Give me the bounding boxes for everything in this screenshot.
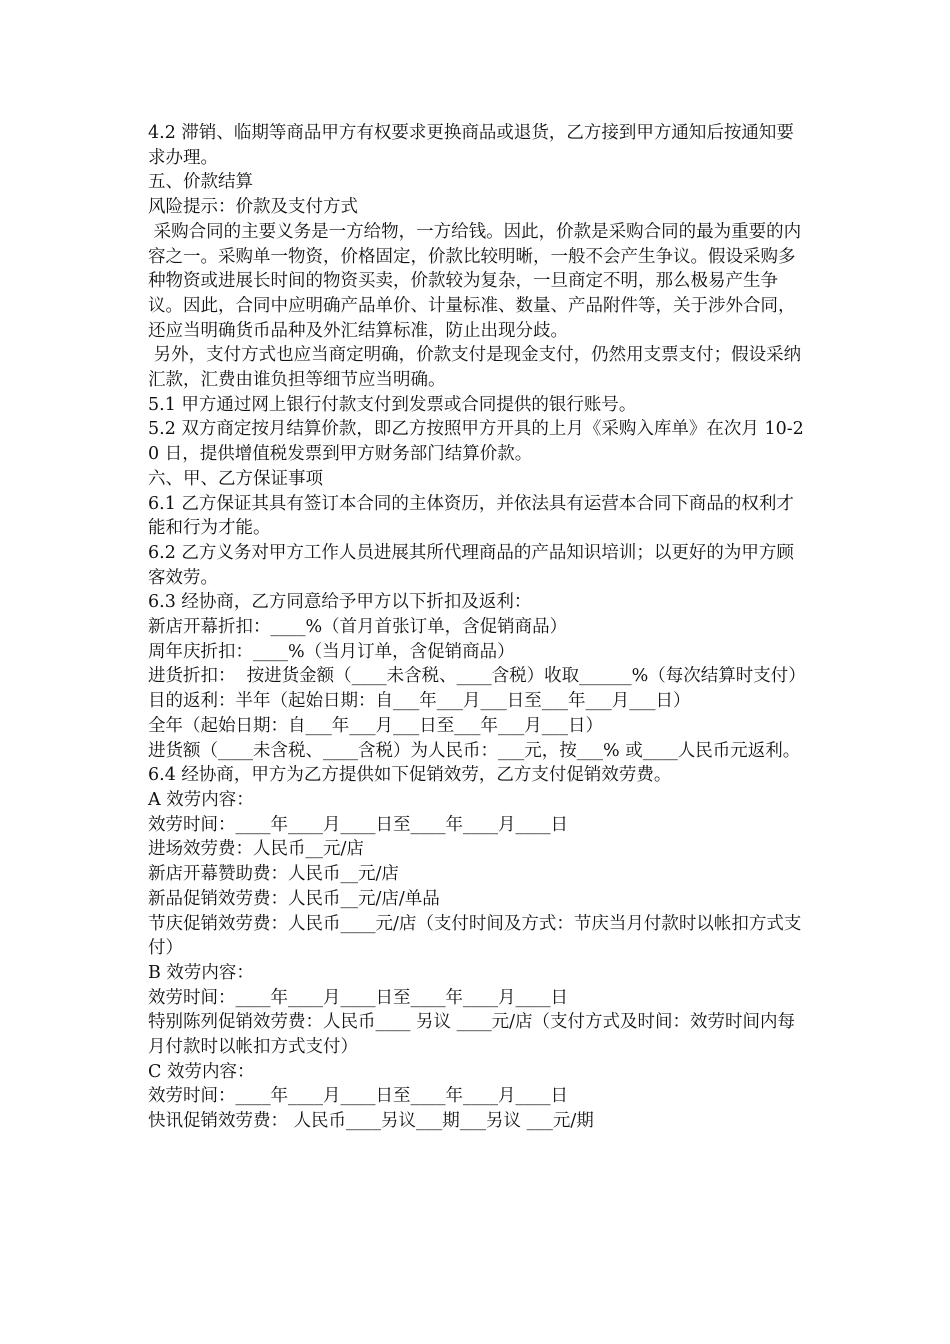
target-rebate-full-year-line: 全年（起始日期：自___年___月___日至___年___月___日） <box>148 715 603 736</box>
risk-notice-paragraph-1: 采购合同的主要义务是一方给物，一方给钱。因此，价款是采购合同的最为重要的内容之一。采购单一物资，价格固定，价款比较明晰，一般不会产生争议。假设采购多种物资或进展长时间的物资买卖，价款较为复杂，一旦商定不明，那么极易产生争议。因此，合同中应明确产品单价、计量标准、数量、产品附件等，关于涉外合同，还应当明确货币品种及外汇结算标准，防止出现分歧。 <box>148 221 802 341</box>
service-b-heading: B 效劳内容： <box>148 962 254 983</box>
section-heading-6: 六、甲、乙方保证事项 <box>148 468 323 489</box>
entry-fee-line: 进场效劳费：人民币__元/店 <box>148 839 364 860</box>
risk-notice-paragraph-2: 另外，支付方式也应当商定明确，价款支付是现金支付，仍然用支票支付；假设采纳汇款，汇费由谁负担等细节应当明确。 <box>148 345 802 391</box>
opening-sponsorship-line: 新店开幕赞助费：人民币__元/店 <box>148 864 399 885</box>
flyer-promotion-fee-line: 快讯促销效劳费： 人民币____另议___期___另议 ___元/期 <box>148 1111 594 1132</box>
clause-6-3: 6.3 经协商，乙方同意给予甲方以下折扣及返利： <box>148 592 532 613</box>
service-b-period-line: 效劳时间：____年____月____日至____年____月____日 <box>148 987 568 1008</box>
risk-notice-title: 风险提示：价款及支付方式 <box>148 197 358 218</box>
clause-5-2: 5.2 双方商定按月结算价款，即乙方按照甲方开具的上月《采购入库单》在次月 10-20 日，提供增值税发票到甲方财务部门结算价款。 <box>148 419 804 465</box>
purchase-amount-rebate-line: 进货额（____未含税、____含税）为人民币：___元，按___% 或____人民币元返利。 <box>148 740 801 761</box>
service-a-period-line: 效劳时间：____年____月____日至____年____月____日 <box>148 814 568 835</box>
clause-6-1: 6.1 乙方保证其具有签订本合同的主体资历，并依法具有运营本合同下商品的权利才能和行为才能。 <box>148 493 794 539</box>
service-c-period-line: 效劳时间：____年____月____日至____年____月____日 <box>148 1086 568 1107</box>
special-display-fee-line: 特别陈列促销效劳费：人民币____ 另议 ____元/店（支付方式及时间：效劳时间内每月付款时以帐扣方式支付） <box>148 1012 796 1058</box>
purchase-discount-line: 进货折扣： 按进货金额（____未含税、____含税）收取______%（每次结算时支付） <box>148 666 806 687</box>
section-heading-5: 五、价款结算 <box>148 172 253 193</box>
clause-6-4: 6.4 经协商，甲方为乙方提供如下促销效劳，乙方支付促销效劳费。 <box>148 765 672 786</box>
festival-promotion-line: 节庆促销效劳费：人民币____元/店（支付时间及方式：节庆当月付款时以帐扣方式支付） <box>148 913 802 959</box>
clause-5-1: 5.1 甲方通过网上银行付款支付到发票或合同提供的银行账号。 <box>148 394 637 415</box>
anniversary-discount-line: 周年庆折扣：____%（当月订单，含促销商品） <box>148 641 515 662</box>
document-body <box>148 121 808 1134</box>
clause-6-2: 6.2 乙方义务对甲方工作人员进展其所代理商品的产品知识培训；以更好的为甲方顾客效劳。 <box>148 542 794 588</box>
new-store-discount-line: 新店开幕折扣：____%（首月首张订单，含促销商品） <box>148 617 568 638</box>
new-product-promotion-line: 新品促销效劳费：人民币__元/店/单品 <box>148 888 440 909</box>
clause-4-2: 4.2 滞销、临期等商品甲方有权要求更换商品或退货，乙方接到甲方通知后按通知要求办理。 <box>148 123 794 168</box>
target-rebate-half-year-line: 目的返利：半年（起始日期：自___年___月___日至___年___月___日） <box>148 691 691 712</box>
service-c-heading: C 效劳内容： <box>148 1061 255 1082</box>
service-a-heading: A 效劳内容： <box>148 789 254 810</box>
